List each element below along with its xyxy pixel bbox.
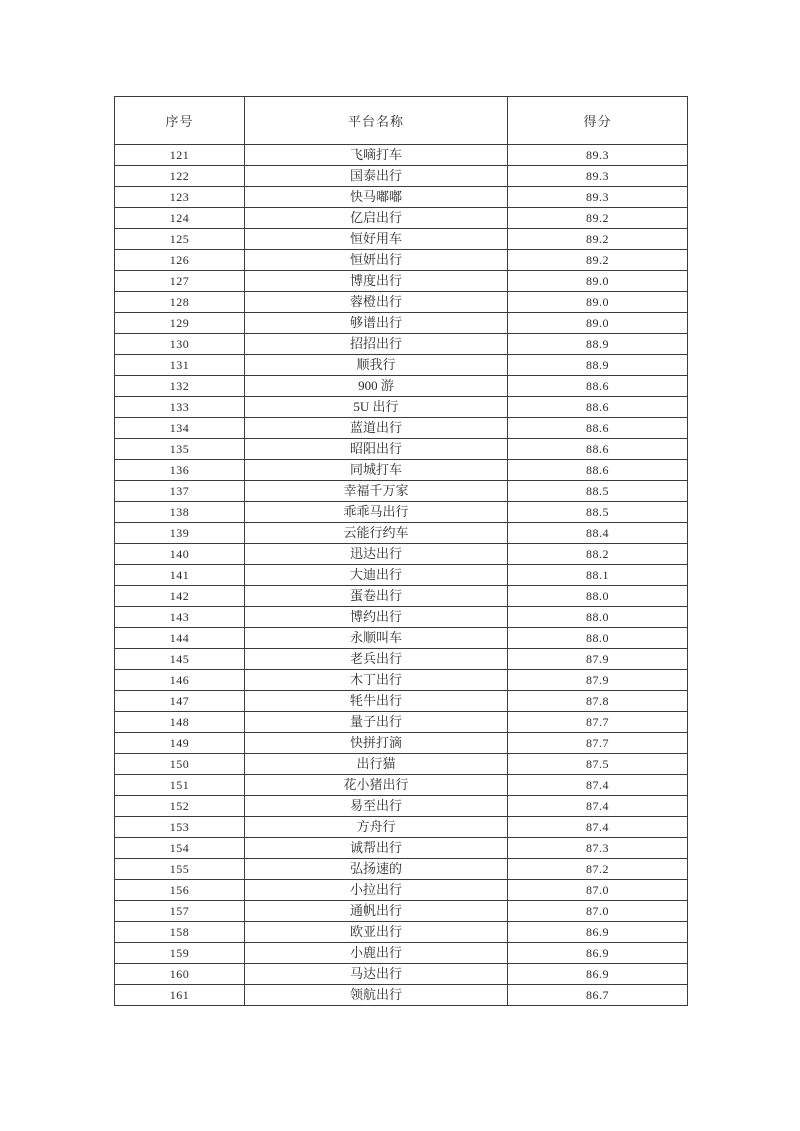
platform-name-cell: 通帆出行 bbox=[245, 901, 508, 922]
serial-number-cell: 123 bbox=[115, 187, 245, 208]
serial-number-cell: 126 bbox=[115, 250, 245, 271]
table-row bbox=[115, 817, 688, 838]
score-cell: 88.5 bbox=[508, 481, 688, 502]
platform-name-cell: 蛋卷出行 bbox=[245, 586, 508, 607]
platform-name-cell: 招招出行 bbox=[245, 334, 508, 355]
score-cell: 89.0 bbox=[508, 292, 688, 313]
table-row bbox=[115, 523, 688, 544]
score-cell: 88.0 bbox=[508, 586, 688, 607]
serial-number-cell: 142 bbox=[115, 586, 245, 607]
score-cell: 89.2 bbox=[508, 229, 688, 250]
serial-number-cell: 131 bbox=[115, 355, 245, 376]
serial-number-cell: 140 bbox=[115, 544, 245, 565]
table-row bbox=[115, 145, 688, 166]
score-cell: 86.9 bbox=[508, 943, 688, 964]
table-row bbox=[115, 628, 688, 649]
serial-number-cell: 145 bbox=[115, 649, 245, 670]
serial-number-cell: 156 bbox=[115, 880, 245, 901]
table-row bbox=[115, 712, 688, 733]
serial-number-cell: 150 bbox=[115, 754, 245, 775]
serial-number-cell: 129 bbox=[115, 313, 245, 334]
platform-name-cell: 5U 出行 bbox=[245, 397, 508, 418]
score-cell: 87.4 bbox=[508, 817, 688, 838]
table-row bbox=[115, 838, 688, 859]
table-row bbox=[115, 376, 688, 397]
serial-number-cell: 158 bbox=[115, 922, 245, 943]
table-row bbox=[115, 502, 688, 523]
platform-name-cell: 乖乖马出行 bbox=[245, 502, 508, 523]
table-row bbox=[115, 460, 688, 481]
platform-name-cell: 诚帮出行 bbox=[245, 838, 508, 859]
platform-name-cell: 小鹿出行 bbox=[245, 943, 508, 964]
score-cell: 88.9 bbox=[508, 334, 688, 355]
platform-name-cell: 花小猪出行 bbox=[245, 775, 508, 796]
platform-name-cell: 昭阳出行 bbox=[245, 439, 508, 460]
serial-number-cell: 152 bbox=[115, 796, 245, 817]
table-row bbox=[115, 733, 688, 754]
score-cell: 87.0 bbox=[508, 880, 688, 901]
serial-number-cell: 155 bbox=[115, 859, 245, 880]
score-cell: 86.7 bbox=[508, 985, 688, 1006]
serial-number-cell: 154 bbox=[115, 838, 245, 859]
score-cell: 87.4 bbox=[508, 796, 688, 817]
serial-number-cell: 138 bbox=[115, 502, 245, 523]
serial-number-cell: 161 bbox=[115, 985, 245, 1006]
table-row bbox=[115, 670, 688, 691]
platform-name-cell: 幸福千万家 bbox=[245, 481, 508, 502]
score-cell: 89.0 bbox=[508, 271, 688, 292]
table-row bbox=[115, 859, 688, 880]
platform-name-cell: 快马嘟嘟 bbox=[245, 187, 508, 208]
table-row bbox=[115, 922, 688, 943]
score-cell: 88.6 bbox=[508, 439, 688, 460]
platform-name-cell: 量子出行 bbox=[245, 712, 508, 733]
score-cell: 86.9 bbox=[508, 964, 688, 985]
platform-name-cell: 弘扬速的 bbox=[245, 859, 508, 880]
table-row bbox=[115, 586, 688, 607]
serial-number-cell: 159 bbox=[115, 943, 245, 964]
table-row bbox=[115, 418, 688, 439]
platform-name-cell: 国泰出行 bbox=[245, 166, 508, 187]
platform-name-cell: 老兵出行 bbox=[245, 649, 508, 670]
platform-name-cell: 够谱出行 bbox=[245, 313, 508, 334]
score-cell: 88.0 bbox=[508, 628, 688, 649]
table-row bbox=[115, 187, 688, 208]
platform-name-cell: 迅达出行 bbox=[245, 544, 508, 565]
score-cell: 89.3 bbox=[508, 166, 688, 187]
table-row bbox=[115, 775, 688, 796]
platform-name-cell: 小拉出行 bbox=[245, 880, 508, 901]
serial-number-cell: 127 bbox=[115, 271, 245, 292]
table-row bbox=[115, 565, 688, 586]
platform-name-cell: 欧亚出行 bbox=[245, 922, 508, 943]
table-row bbox=[115, 334, 688, 355]
score-cell: 87.2 bbox=[508, 859, 688, 880]
platform-name-cell: 木丁出行 bbox=[245, 670, 508, 691]
platform-name-cell: 顺我行 bbox=[245, 355, 508, 376]
table-row bbox=[115, 166, 688, 187]
platform-name-cell: 博约出行 bbox=[245, 607, 508, 628]
score-cell: 87.8 bbox=[508, 691, 688, 712]
platform-name-cell: 博度出行 bbox=[245, 271, 508, 292]
serial-number-cell: 141 bbox=[115, 565, 245, 586]
score-cell: 89.3 bbox=[508, 145, 688, 166]
table-row bbox=[115, 754, 688, 775]
platform-name-cell: 易至出行 bbox=[245, 796, 508, 817]
score-cell: 87.5 bbox=[508, 754, 688, 775]
score-cell: 88.2 bbox=[508, 544, 688, 565]
table-row bbox=[115, 481, 688, 502]
serial-number-cell: 133 bbox=[115, 397, 245, 418]
platform-name-cell: 同城打车 bbox=[245, 460, 508, 481]
serial-number-cell: 122 bbox=[115, 166, 245, 187]
score-cell: 89.2 bbox=[508, 250, 688, 271]
table-row bbox=[115, 796, 688, 817]
serial-number-cell: 125 bbox=[115, 229, 245, 250]
score-cell: 87.7 bbox=[508, 712, 688, 733]
serial-number-cell: 157 bbox=[115, 901, 245, 922]
platform-name-cell: 快拼打滴 bbox=[245, 733, 508, 754]
platform-name-cell: 蓝道出行 bbox=[245, 418, 508, 439]
serial-number-cell: 143 bbox=[115, 607, 245, 628]
table-row bbox=[115, 964, 688, 985]
serial-number-cell: 153 bbox=[115, 817, 245, 838]
table-row bbox=[115, 691, 688, 712]
table-row bbox=[115, 397, 688, 418]
serial-number-cell: 144 bbox=[115, 628, 245, 649]
serial-number-cell: 124 bbox=[115, 208, 245, 229]
platform-name-cell: 亿启出行 bbox=[245, 208, 508, 229]
serial-number-cell: 132 bbox=[115, 376, 245, 397]
score-cell: 89.0 bbox=[508, 313, 688, 334]
serial-number-cell: 148 bbox=[115, 712, 245, 733]
score-cell: 88.6 bbox=[508, 460, 688, 481]
score-cell: 87.4 bbox=[508, 775, 688, 796]
serial-number-cell: 160 bbox=[115, 964, 245, 985]
score-cell: 87.7 bbox=[508, 733, 688, 754]
table-row bbox=[115, 250, 688, 271]
serial-number-cell: 149 bbox=[115, 733, 245, 754]
table-row bbox=[115, 439, 688, 460]
serial-number-cell: 128 bbox=[115, 292, 245, 313]
table-row bbox=[115, 229, 688, 250]
score-cell: 88.0 bbox=[508, 607, 688, 628]
platform-name-cell: 牦牛出行 bbox=[245, 691, 508, 712]
score-cell: 88.1 bbox=[508, 565, 688, 586]
score-cell: 88.4 bbox=[508, 523, 688, 544]
serial-number-cell: 139 bbox=[115, 523, 245, 544]
platform-name-cell: 领航出行 bbox=[245, 985, 508, 1006]
serial-number-cell: 130 bbox=[115, 334, 245, 355]
serial-number-cell: 135 bbox=[115, 439, 245, 460]
score-cell: 87.9 bbox=[508, 649, 688, 670]
table-body bbox=[115, 145, 688, 1006]
serial-number-cell: 151 bbox=[115, 775, 245, 796]
platform-name-cell: 出行猫 bbox=[245, 754, 508, 775]
platform-name-cell: 永顺叫车 bbox=[245, 628, 508, 649]
table-row bbox=[115, 943, 688, 964]
header-score: 得分 bbox=[508, 97, 688, 145]
score-cell: 88.9 bbox=[508, 355, 688, 376]
serial-number-cell: 146 bbox=[115, 670, 245, 691]
table-row bbox=[115, 355, 688, 376]
score-cell: 88.6 bbox=[508, 376, 688, 397]
table-row bbox=[115, 901, 688, 922]
serial-number-cell: 137 bbox=[115, 481, 245, 502]
table-row bbox=[115, 985, 688, 1006]
platform-name-cell: 马达出行 bbox=[245, 964, 508, 985]
table-row bbox=[115, 544, 688, 565]
table-row bbox=[115, 880, 688, 901]
serial-number-cell: 136 bbox=[115, 460, 245, 481]
score-cell: 89.3 bbox=[508, 187, 688, 208]
score-cell: 88.5 bbox=[508, 502, 688, 523]
platform-name-cell: 飞嘀打车 bbox=[245, 145, 508, 166]
platform-name-cell: 云能行约车 bbox=[245, 523, 508, 544]
platform-name-cell: 恒好用车 bbox=[245, 229, 508, 250]
platform-name-cell: 大迪出行 bbox=[245, 565, 508, 586]
table-row bbox=[115, 313, 688, 334]
score-cell: 87.0 bbox=[508, 901, 688, 922]
serial-number-cell: 134 bbox=[115, 418, 245, 439]
header-platform-name: 平台名称 bbox=[245, 97, 508, 145]
score-cell: 87.3 bbox=[508, 838, 688, 859]
platform-name-cell: 蓉橙出行 bbox=[245, 292, 508, 313]
table-row bbox=[115, 607, 688, 628]
platform-name-cell: 方舟行 bbox=[245, 817, 508, 838]
platform-name-cell: 恒妍出行 bbox=[245, 250, 508, 271]
score-cell: 88.6 bbox=[508, 418, 688, 439]
table-row bbox=[115, 208, 688, 229]
score-cell: 87.9 bbox=[508, 670, 688, 691]
platform-name-cell: 900 游 bbox=[245, 376, 508, 397]
platform-score-table bbox=[114, 96, 688, 1006]
serial-number-cell: 121 bbox=[115, 145, 245, 166]
header-serial-number: 序号 bbox=[115, 97, 245, 145]
table-row bbox=[115, 649, 688, 670]
serial-number-cell: 147 bbox=[115, 691, 245, 712]
score-cell: 89.2 bbox=[508, 208, 688, 229]
table-row bbox=[115, 292, 688, 313]
table-row bbox=[115, 271, 688, 292]
score-cell: 86.9 bbox=[508, 922, 688, 943]
score-cell: 88.6 bbox=[508, 397, 688, 418]
header-row bbox=[115, 97, 688, 145]
